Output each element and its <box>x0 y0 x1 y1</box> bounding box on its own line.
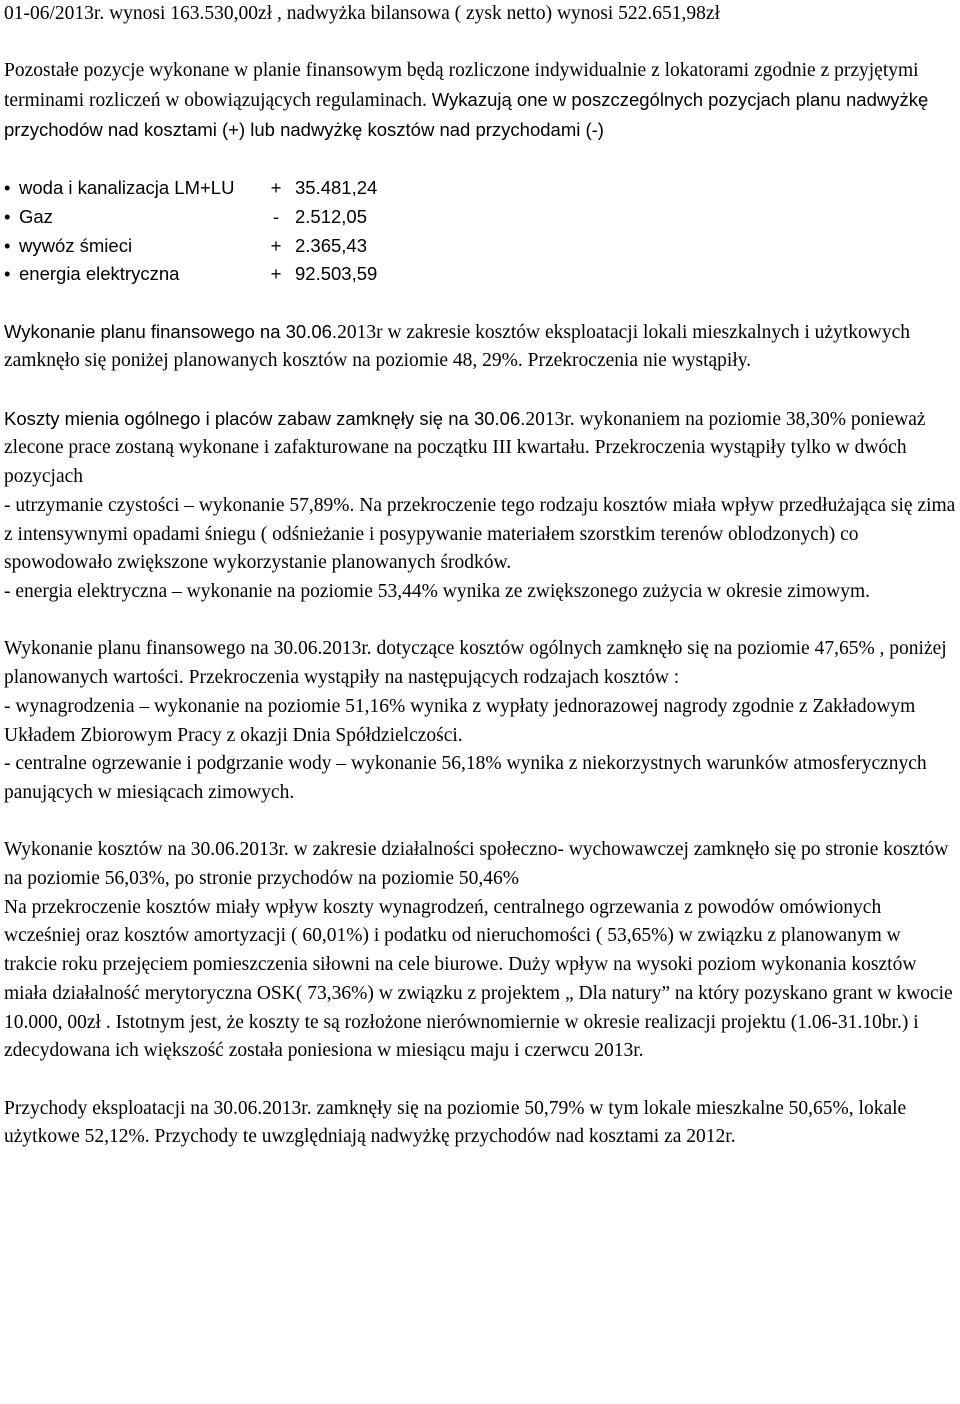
item-value: 2.512,05 <box>295 205 368 227</box>
common-property-lead: Koszty mienia ogólnego i placów zabaw zamknęły się na 30.06. <box>4 407 526 429</box>
operating-costs-paragraph <box>4 318 956 376</box>
spacer <box>4 808 956 837</box>
general-costs-paragraph: Wykonanie planu finansowego na 30.06.2013r. dotyczące kosztów ogólnych zamknęło się na poziomie 47,65% , poniżej planowanych wartości. Przekroczenia wystąpiły na następujących rodzajach kosztów : <box>4 638 947 689</box>
spacer <box>4 607 956 636</box>
item-sign: - <box>272 205 280 227</box>
summary-line: 01-06/2013r. wynosi 163.530,00zł , nadwyżka bilansowa ( zysk netto) wynosi 522.651,98zł <box>4 3 720 24</box>
settlement-text: Pozostałe pozycje wykonane w planie finansowym będą rozliczone indywidualnie z lokatorami zgodnie z przyjętymi terminami rozliczeń w obowiązujących regulaminach. <box>4 60 919 112</box>
item-value: 2.365,43 <box>295 234 368 256</box>
bullet-icon: • <box>4 177 11 199</box>
document-page <box>4 0 956 1152</box>
electricity-item: - energia elektryczna – wykonanie na poziomie 53,44% wynika ze zwiększonego zużycia w okresie zimowym. <box>4 581 870 602</box>
utility-surplus-list <box>4 174 956 289</box>
operating-costs-lead: Wykonanie planu finansowego na 30.06. <box>4 320 338 342</box>
item-label: woda i kanalizacja LM+LU <box>19 177 235 199</box>
list-item <box>4 260 956 289</box>
spacer <box>4 376 956 405</box>
spacer <box>4 29 956 58</box>
salaries-item: - wynagrodzenia – wykonanie na poziomie 51,16% wynika z wypłaty jednorazowej nagrody zgodnie z Zakładowym Układem Zbiorowym Pracy z okazji Dnia Spółdzielczości. <box>4 695 916 746</box>
heating-item: - centralne ogrzewanie i podgrzanie wody – wykonanie 56,18% wynika z niekorzystnych warunków atmosferycznych panujących w miesiącach zimowych. <box>4 753 927 803</box>
common-property-text: 2013r. wykonaniem na poziomie 38,30% ponieważ zlecone prace zostaną wykonane i zafakturowane na początku III kwartału. Przekroczenia wystąpiły tylko w dwóch pozycjach <box>4 408 926 488</box>
item-value: 35.481,24 <box>295 177 378 199</box>
settlement-paragraph <box>4 57 956 145</box>
surplus-explanation: Wykazują one w poszczególnych pozycjach planu nadwyżkę przychodów nad kosztami (+) lub nadwyżkę kosztów nad przychodami (-) <box>4 89 929 140</box>
bullet-icon: • <box>4 234 11 256</box>
item-value: 92.503,59 <box>295 263 378 285</box>
spacer <box>4 146 956 175</box>
list-item <box>4 203 956 232</box>
bullet-icon: • <box>4 205 11 227</box>
item-label: wywóz śmieci <box>19 234 133 256</box>
spacer <box>4 1066 956 1095</box>
item-label: Gaz <box>19 205 53 227</box>
list-item <box>4 232 956 261</box>
item-sign: + <box>270 234 282 256</box>
common-property-paragraph <box>4 405 956 492</box>
revenue-paragraph: Przychody eksploatacji na 30.06.2013r. zamknęły się na poziomie 50,79% w tym lokale mieszkalne 50,65%, lokale użytkowe 52,12%. Przychody te uwzględniają nadwyżkę przychodów nad kosztami za 2012r. <box>4 1097 907 1148</box>
list-item <box>4 174 956 203</box>
bullet-icon: • <box>4 263 11 285</box>
cleaning-item: - utrzymanie czystości – wykonanie 57,89%. Na przekroczenie tego rodzaju kosztów miała wpływ przedłużająca się zima z intensywnymi opadami śniegu ( odśnieżanie i posypywanie materiałem szorstkim terenów oblodzonych) co spowodowało zwiększone wykorzystanie planowanych środków. <box>4 494 956 574</box>
spacer <box>4 289 956 318</box>
social-activity-details: Na przekroczenie kosztów miały wpływ koszty wynagrodzeń, centralnego ogrzewania z powodów omówionych wcześniej oraz kosztów amortyzacji ( 60,01%) i podatku od nieruchomości ( 53,65%) w związku z planowanym w trakcie roku przejęciem pomieszczenia siłowni na cele biurowe. Duży wpływ na wysoki poziom wykonania kosztów miała działalność merytoryczna OSK( 73,36%) w związku z projektem „ Dla natury” na który pozyskano grant w kwocie 10.000, 00zł . Istotnym jest, że koszty te są rozłożone nierównomiernie w okresie realizacji projektu (1.06-31.10br.) i zdecydowana ich większość została poniesiona w miesiącu maju i czerwcu 2013r. <box>4 896 953 1062</box>
social-activity-paragraph: Wykonanie kosztów na 30.06.2013r. w zakresie działalności społeczno- wychowawczej zamknęło się po stronie kosztów na poziomie 56,03%, po stronie przychodów na poziomie 50,46% <box>4 839 949 889</box>
operating-costs-text: 2013r w zakresie kosztów eksploatacji lokali mieszkalnych i użytkowych zamknęło się poniżej planowanych kosztów na poziomie 48, 29%. Przekroczenia nie wystąpiły. <box>4 321 910 372</box>
item-sign: + <box>270 177 282 199</box>
item-label: energia elektryczna <box>19 263 180 285</box>
item-sign: + <box>270 263 282 285</box>
